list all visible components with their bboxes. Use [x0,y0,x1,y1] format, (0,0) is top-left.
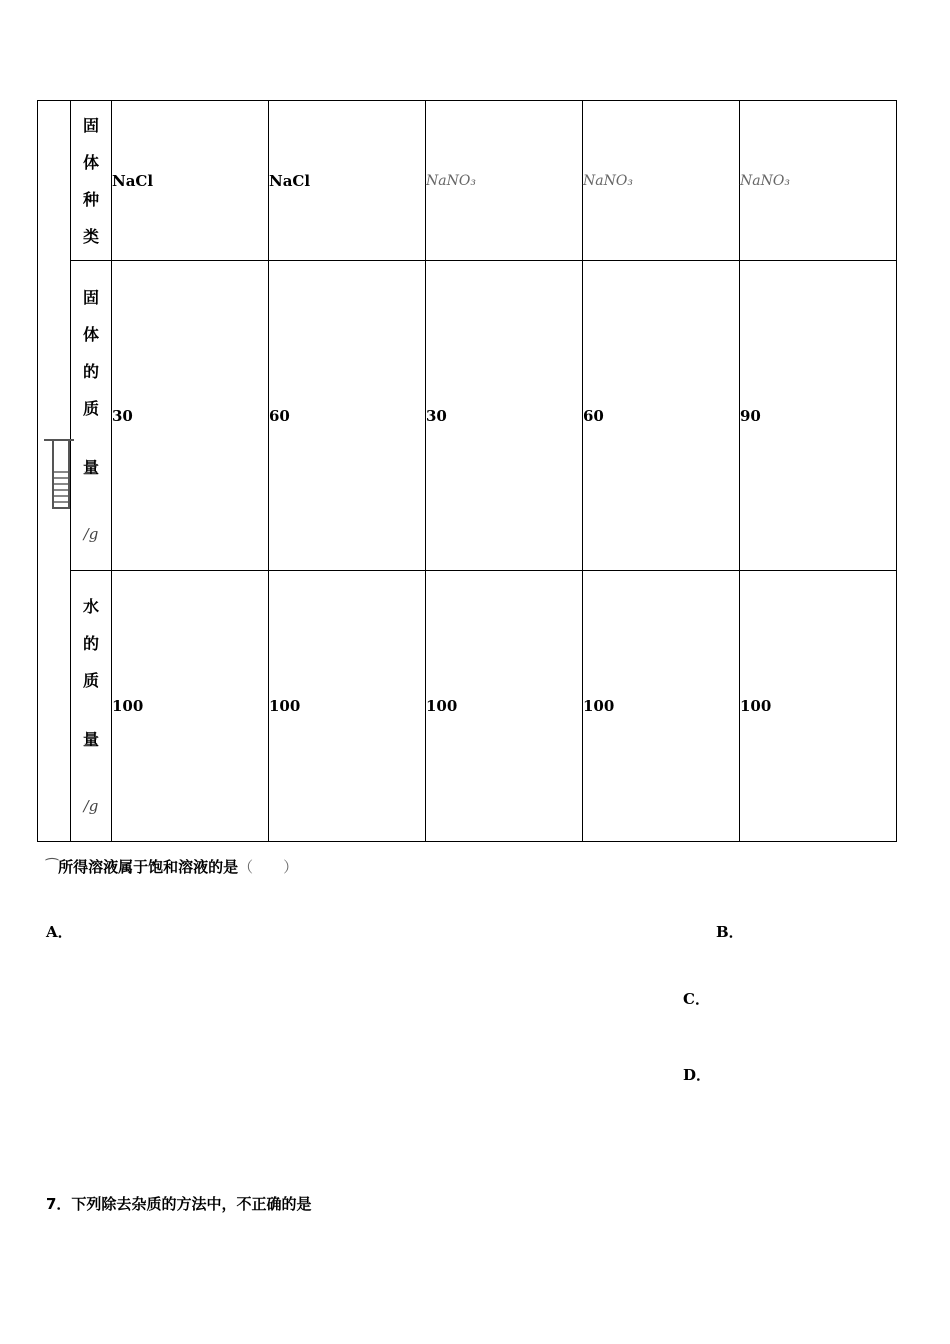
cell-water-4: 100 [583,571,740,842]
cell-type-1: NaCl [112,101,269,261]
cell-type-5: NaNO₃ [740,101,897,261]
cell-solid-2: 60 [269,261,426,571]
option-c[interactable]: C． [683,990,710,1008]
cell-water-2: 100 [269,571,426,842]
solubility-table [37,100,897,842]
cell-type-2: NaCl [269,101,426,261]
row-water-mass [38,571,897,842]
header-solid-mass: 固 体 的 质 量 /g [71,261,112,571]
cell-water-3: 100 [426,571,583,842]
option-d[interactable]: D． [683,1066,712,1084]
header-water-mass: 水 的 质 量 /g [71,571,112,842]
cell-solid-5: 90 [740,261,897,571]
option-b[interactable]: B． [716,923,744,941]
question-mark: ⁀ [46,858,59,876]
beaker-figure-cell [38,101,71,842]
cell-water-5: 100 [740,571,897,842]
question-text: ⁀所得溶液属于饱和溶液的是（ ） [46,858,299,876]
header-solid-type: 固 体 种 类 [71,101,112,261]
answer-paren: （ ） [238,858,299,876]
beaker-icon [52,439,70,509]
cell-solid-1: 30 [112,261,269,571]
cell-type-3: NaNO₃ [426,101,583,261]
cell-type-4: NaNO₃ [583,101,740,261]
cell-water-1: 100 [112,571,269,842]
row-solid-mass [38,261,897,571]
cell-solid-3: 30 [426,261,583,571]
row-solid-type [38,101,897,261]
cell-solid-4: 60 [583,261,740,571]
option-a[interactable]: A． [46,923,73,941]
question-7: 7．下列除去杂质的方法中，不正确的是 [46,1195,312,1213]
